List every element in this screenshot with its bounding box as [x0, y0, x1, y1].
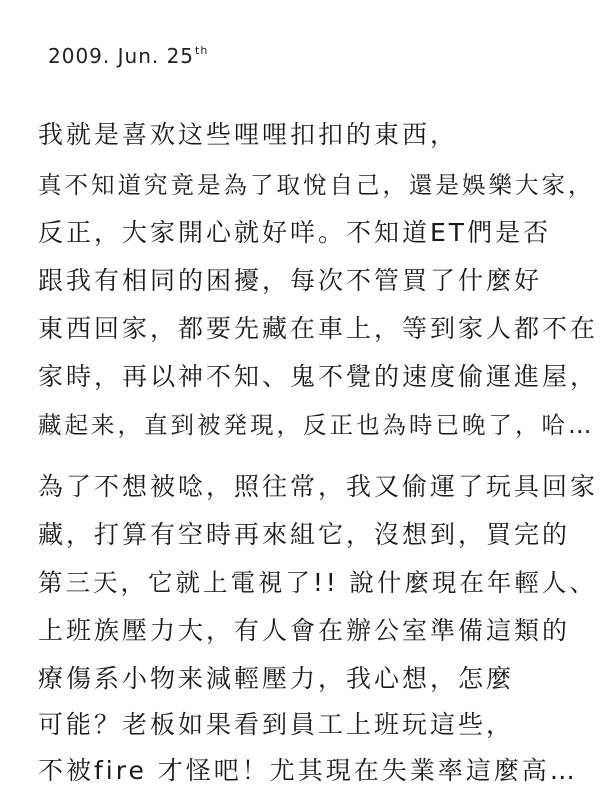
text-line: 跟我有相同的困擾，每次不管買了什麼好 — [38, 266, 543, 295]
note-date-suffix: th — [195, 44, 209, 57]
text-line: 療傷系小物来減輕壓力，我心想，怎麼 — [38, 664, 515, 693]
text-line: 可能？老板如果看到員工上班玩這些， — [38, 710, 515, 739]
text-line: 我就是喜欢这些哩哩扣扣的東西， — [38, 120, 459, 149]
text-line: 為了不想被唸，照往常，我又偷運了玩具回家 — [38, 472, 599, 501]
text-line: 藏，打算有空時再來組它，沒想到，買完的 — [38, 520, 571, 549]
note-date-text: 2009. Jun. 25 — [48, 44, 195, 68]
text-line: 家時，再以神不知、鬼不覺的速度偷運進屋， — [38, 362, 599, 391]
text-line: 藏起来，直到被発現，反正也為時已晚了，哈… — [38, 411, 595, 439]
text-line: 真不知道究竟是為了取悅自己，還是娛樂大家， — [38, 171, 595, 199]
text-line: 上班族壓力大，有人會在辦公室準備這類的 — [38, 616, 571, 645]
text-line: 第三天，它就上電視了!! 說什麼現在年輕人、 — [38, 568, 597, 597]
text-line: 不被fire 才怪吧！尤其現在失業率這麼高… — [38, 756, 578, 785]
text-line: 反正，大家開心就好咩。不知道ET們是否 — [38, 218, 552, 247]
note-date — [48, 44, 208, 68]
text-line: 東西回家，都要先藏在車上，等到家人都不在 — [38, 314, 599, 343]
